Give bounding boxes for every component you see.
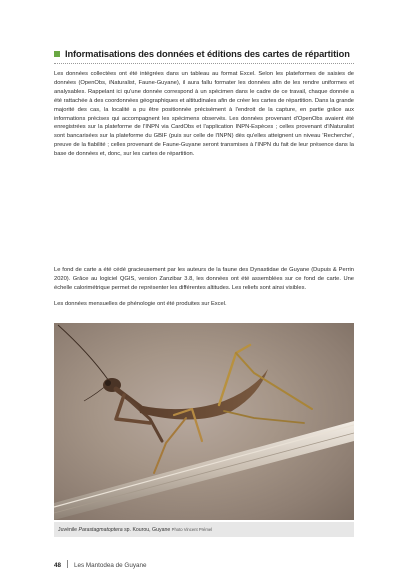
paragraph-phenology: Les données mensuelles de phénologie ont été produites sur Excel. [54, 301, 227, 307]
paragraph-base-map: Le fond de carte a été cédé gracieusement par les auteurs de la faune des Dynastidae de Guyane (Dupuis & Perrin 2020). Grâce au logiciel QGIS, version Zanzibar 3.8, les données ont été assemblées sur ce fond de carte. Une échelle calorimétrique permet de représenter les différentes altitudes. Les reliefs sont ainsi visibles. [54, 267, 354, 291]
mantis-photo [54, 323, 354, 520]
caption-species: Parastagmatoptera [78, 527, 123, 533]
caption-location: sp. Kourou, Guyane [124, 527, 171, 533]
photo-credit: Photo Vincent Prémel [171, 527, 213, 532]
page-footer [54, 560, 146, 569]
running-title: Les Mantodea de Guyane [74, 562, 147, 569]
footer-separator [67, 560, 68, 568]
section-title: Informatisations des données et éditions des cartes de répartition [65, 49, 350, 59]
paragraph-data-integration: Les données collectées ont été intégrées dans un tableau au format Excel. Selon les plateformes de saisies de données (OpenObs, iNaturalist, Faune-Guyane), il aura fallu formater les données afin de les rendre uniformes et analysables. Rappelant ici qu'une donnée correspond à un spécimen dans le cadre de ce travail, chaque donnée a été rattachée à des coordonnées géographiques et altitudinales afin de créer les cartes de répartition. Dans la grande majorité des cas, la localité a pu être positionnée précisément à l'endroit de la capture, en partie grâce aux informations précises qui accompagnent les spécimens observés. Les données provenant d'OpenObs avaient été enregistrées sur la plateforme de l'INPN via CardObs et l'application INPN-Espèces ; celles provenant d'iNaturalist sont bancarisées sur la plateforme du GBIF (puis sur celle de l'INPN) dès qu'elles atteignent un niveau 'Recherche', preuve de la fiabilité ; celles provenant de Faune-Guyane seront transmises à l'INPN du fait de leur présence dans la base de données et, donc, sur les cartes de répartition. [54, 71, 354, 158]
section-bullet-icon [54, 51, 60, 57]
photo-caption [54, 522, 354, 537]
page-number: 48 [54, 562, 62, 569]
section-heading [54, 49, 354, 59]
heading-divider [54, 63, 354, 64]
caption-prefix: Juvénile [58, 527, 78, 533]
